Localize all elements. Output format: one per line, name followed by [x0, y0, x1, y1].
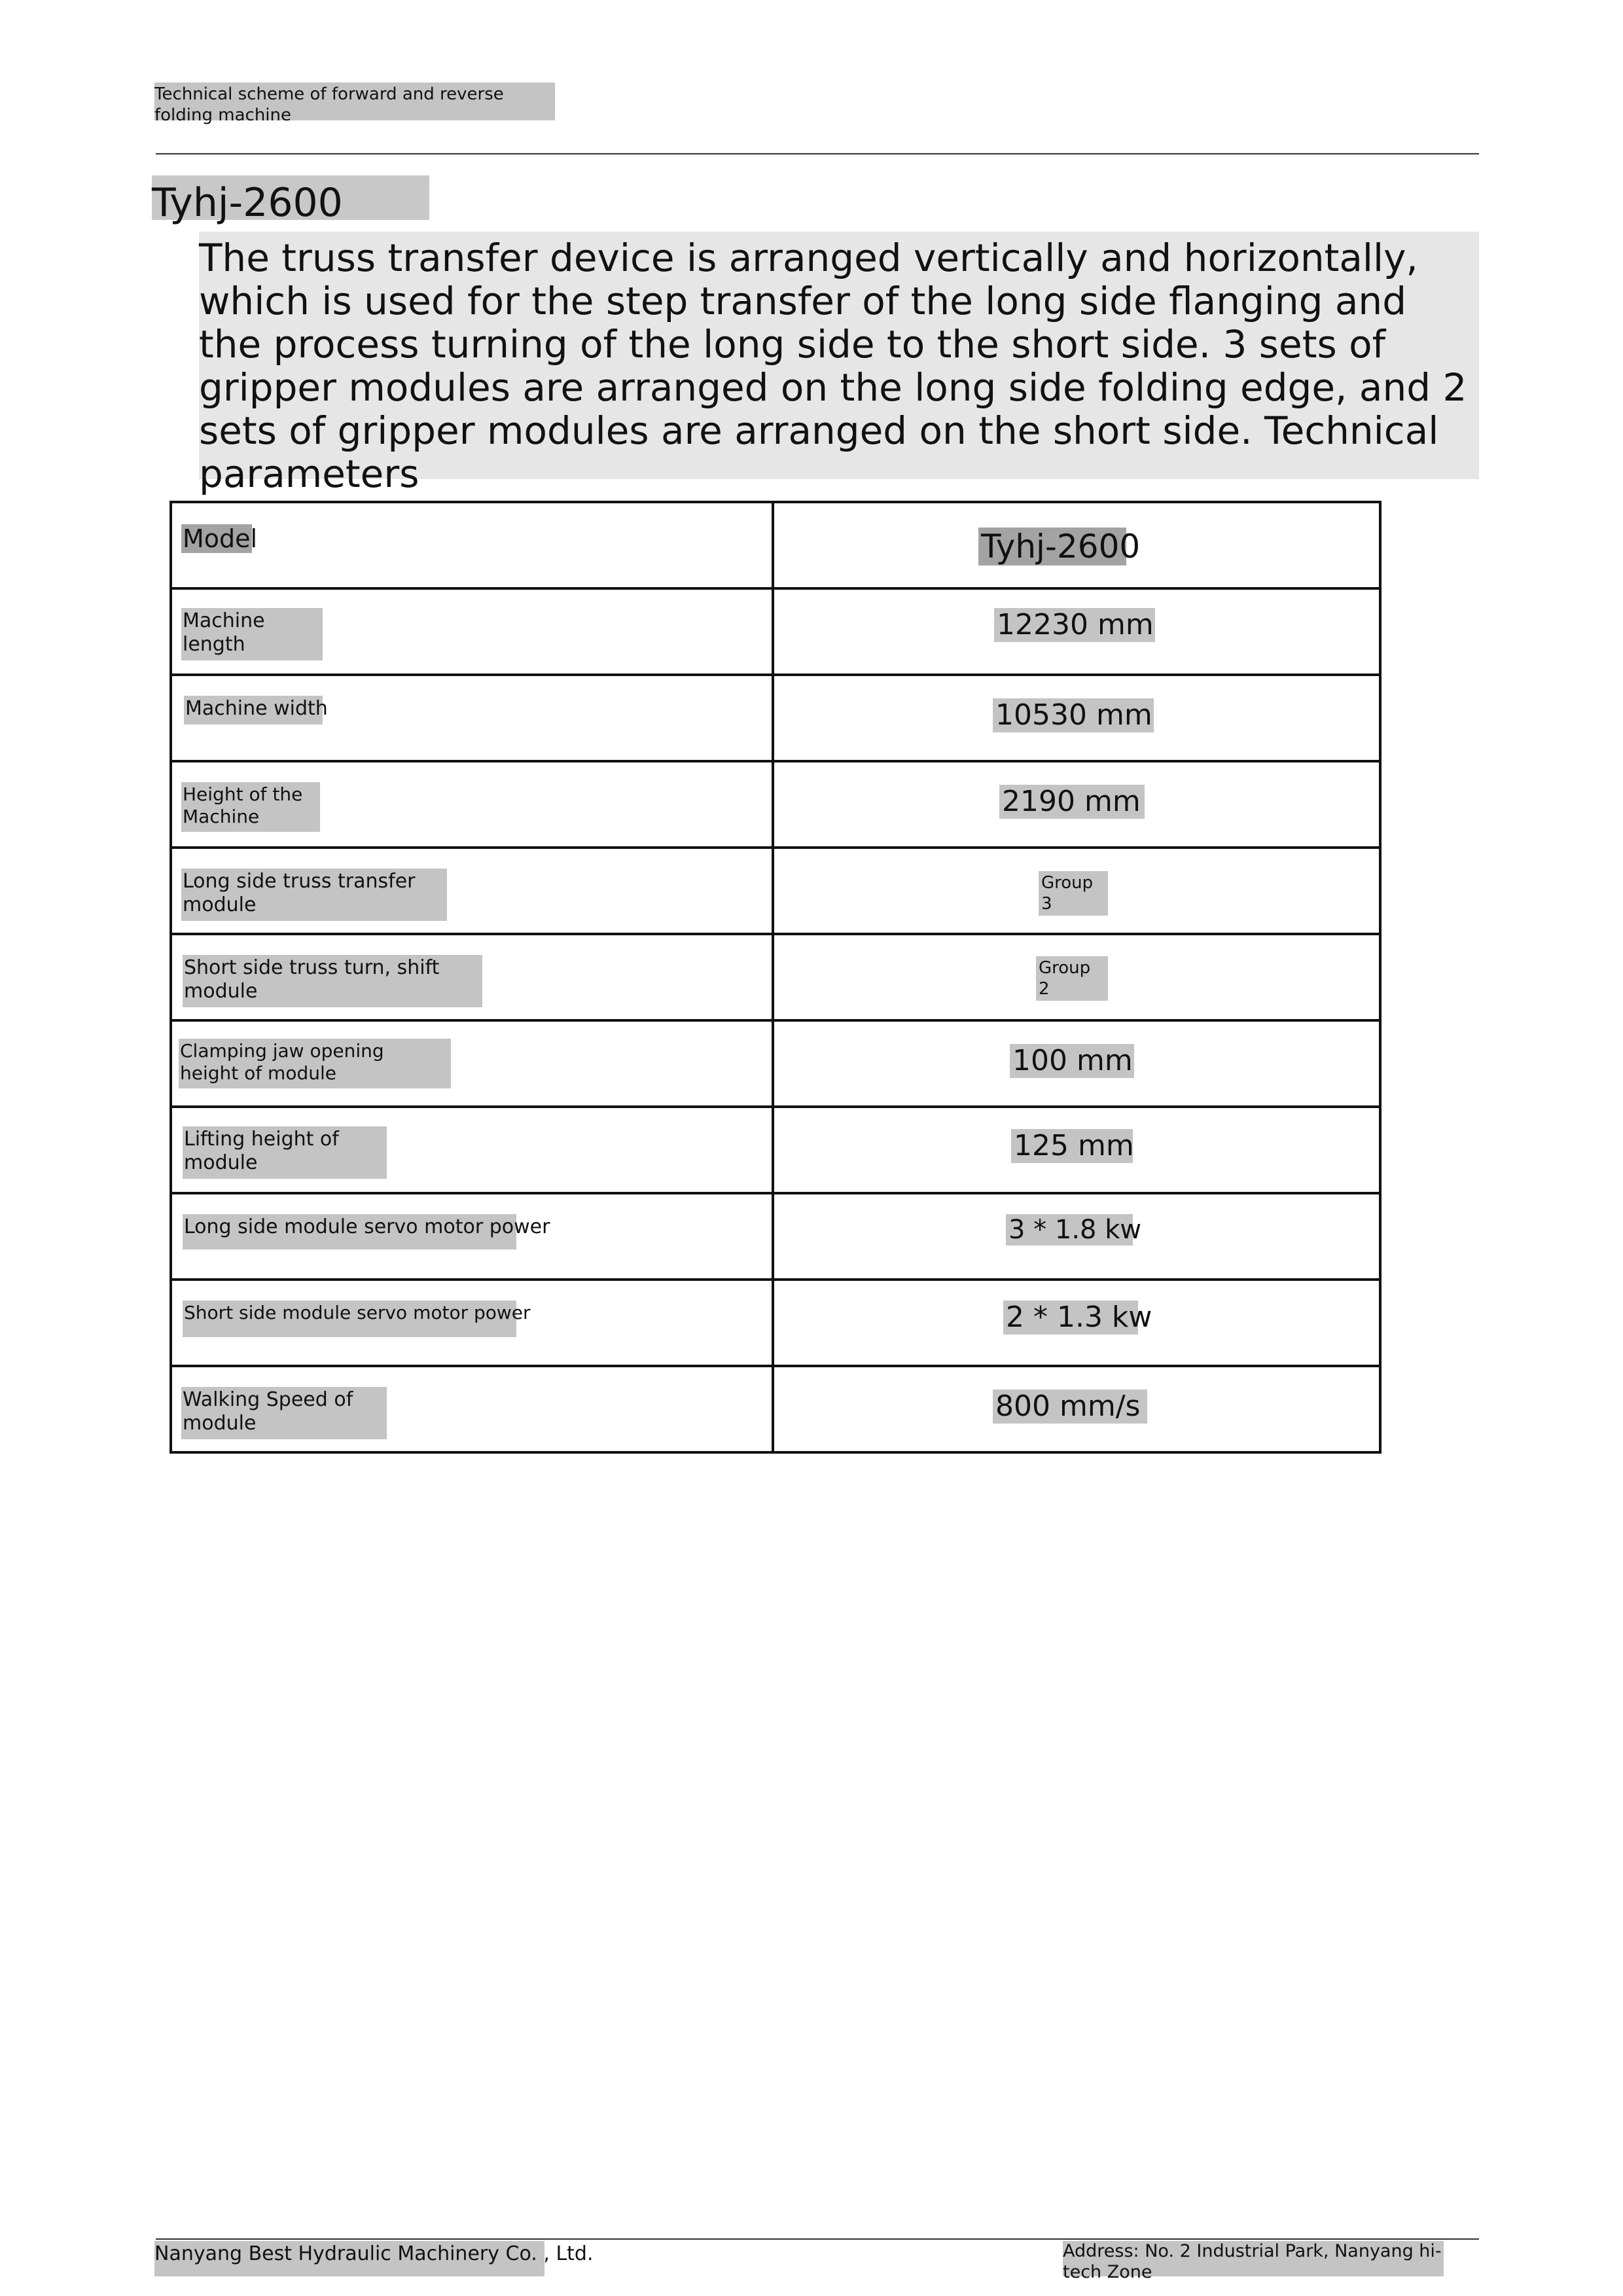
table-row: [171, 1107, 1380, 1193]
value-cell: [773, 1366, 1380, 1452]
row-value-short-side-servo-power: 2 * 1.3 kw: [1003, 1300, 1138, 1335]
table-row: [171, 1193, 1380, 1280]
row-value-machine-height: 2190 mm: [999, 785, 1145, 819]
row-label-machine-length: Machine length: [181, 608, 323, 660]
label-cell: [171, 848, 773, 934]
row-value-model: Tyhj-2600: [978, 528, 1126, 565]
row-label-walking-speed: Walking Speed of module: [181, 1387, 387, 1439]
row-label-short-side-servo-power: Short side module servo motor power: [183, 1300, 516, 1337]
value-cell: [773, 588, 1380, 675]
table-row: [171, 761, 1380, 848]
label-cell: [171, 1280, 773, 1366]
row-label-short-side-turn-shift: Short side truss turn, shift module: [183, 955, 482, 1007]
value-cell: [773, 1020, 1380, 1107]
row-label-clamping-jaw-height: Clamping jaw opening height of module: [179, 1039, 451, 1088]
value-cell: [773, 502, 1380, 588]
footer-address: Address: No. 2 Industrial Park, Nanyang hi-tech Zone: [1063, 2241, 1444, 2276]
label-cell: [171, 1193, 773, 1280]
table-row: [171, 1366, 1380, 1452]
technical-parameters-table: [169, 501, 1382, 1454]
row-value-lifting-height: 125 mm: [1011, 1129, 1133, 1163]
footer-divider: [156, 2238, 1479, 2240]
row-label-lifting-height: Lifting height of module: [183, 1126, 387, 1179]
table-row: [171, 848, 1380, 934]
label-cell: [171, 502, 773, 588]
row-label-long-side-transfer: Long side truss transfer module: [181, 869, 447, 921]
row-value-machine-length: 12230 mm: [994, 608, 1155, 642]
row-value-machine-width: 10530 mm: [993, 698, 1154, 732]
row-label-long-side-servo-power: Long side module servo motor power: [183, 1214, 516, 1249]
document-header-title: Technical scheme of forward and reverse folding machine: [154, 82, 555, 120]
footer-company-name: Nanyang Best Hydraulic Machinery Co. , Ltd.: [154, 2241, 544, 2276]
table-row: [171, 1280, 1380, 1366]
label-cell: [171, 1107, 773, 1193]
table-row: [171, 1020, 1380, 1107]
label-cell: [171, 588, 773, 675]
row-value-short-side-turn-shift: Group 2: [1036, 956, 1108, 1001]
label-cell: [171, 934, 773, 1020]
row-value-walking-speed: 800 mm/s: [993, 1390, 1147, 1424]
table-row: [171, 502, 1380, 588]
row-label-machine-width: Machine width: [184, 696, 323, 725]
label-cell: [171, 761, 773, 848]
intro-paragraph: The truss transfer device is arranged vertically and horizontally, which is used for the step transfer of the long side flanging and the process turning of the long side to the short side. 3 sets of gripper modules are arranged on the long side folding edge, and 2 sets of gripper modules are arranged on the short side. Technical parameters: [199, 232, 1479, 479]
label-cell: [171, 675, 773, 761]
value-cell: [773, 934, 1380, 1020]
row-label-model: Model: [183, 524, 258, 553]
header-divider: [156, 153, 1479, 154]
value-cell: [773, 1107, 1380, 1193]
label-cell: [171, 1366, 773, 1452]
row-value-clamping-jaw-height: 100 mm: [1010, 1044, 1134, 1078]
table-row: [171, 675, 1380, 761]
row-value-long-side-servo-power: 3 * 1.8 kw: [1006, 1214, 1133, 1246]
value-cell: [773, 675, 1380, 761]
label-cell: [171, 1020, 773, 1107]
value-cell: [773, 761, 1380, 848]
value-cell: [773, 1193, 1380, 1280]
table-row: [171, 934, 1380, 1020]
model-heading: Tyhj-2600: [152, 175, 429, 220]
table-row: [171, 588, 1380, 675]
row-label-machine-height: Height of the Machine: [181, 782, 320, 832]
value-cell: [773, 848, 1380, 934]
value-cell: [773, 1280, 1380, 1366]
row-value-long-side-transfer: Group 3: [1039, 871, 1108, 916]
